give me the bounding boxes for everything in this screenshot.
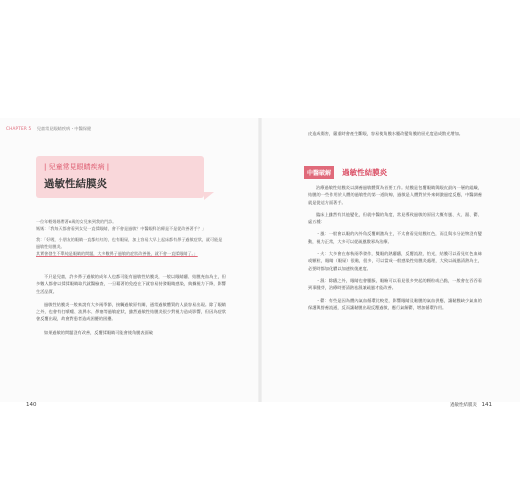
dialog-doctor-b: 其實會發生不單純是眼睛的問題，大多數鼻子過敏的症狀改善後，就不會一直揉眼睛了。」 xyxy=(36,251,198,256)
paragraph: 如果過敏的問題沒有改善，反覆揉眼睛可能會使角膜表面破 xyxy=(44,329,153,335)
dialog-excerpt xyxy=(36,218,226,257)
page-title: 過敏性結膜炎 xyxy=(44,178,107,190)
chapter-label: CHAPTER 5 xyxy=(6,126,32,131)
right-body-continued xyxy=(308,130,480,143)
book-spread xyxy=(0,118,520,402)
section-tag: 中醫破解 xyxy=(304,166,334,179)
section-title: 過敏性結膜炎 xyxy=(342,168,388,177)
page-number: 141 xyxy=(481,402,492,408)
section-heading xyxy=(304,162,388,177)
paragraph: 治療過敏性結膜炎以調養過敏體質為首要工作。結膜是包覆眼睛與眼皮最內一層的組織，結膜的一些作用於人體的過敏性的第一道防線，過敏是人體對於外來刺激過度反應，中醫調養就是從這方面著手。 xyxy=(308,185,482,205)
paragraph: 皮造成傷害，嚴重時會產生斷眼，容易使角膜水腫改變角膜的屈光度造成散光增加。 xyxy=(308,131,463,136)
paragraph: ・火：大多會在春秋兩季發作，雙眼的熱癢癢，反覆流淚，怕光，結膜可以看見紅色血絲或顆粒，眼睛（眼屎）很黏，很多，可以當成一般感染性結膜炎處理，大致以疏風清熱為主，必要時都加化膿以加速恢復速度。 xyxy=(308,251,482,271)
page-number-right xyxy=(450,402,492,408)
right-page xyxy=(260,118,520,402)
paragraph: 臨床上雖然有其他變化，但就中醫的角度，常見導致過敏的原因大概有風、火、濕、鬱、虛五種： xyxy=(308,211,482,225)
section-title-box xyxy=(36,156,204,198)
left-body xyxy=(36,273,226,342)
title-box-tail xyxy=(204,192,214,200)
paragraph: ・濕：除癢之外，眼睛也會腫脹，眼瞼可以看見很多突起的顆粒或凸點，一般會在吞吞看到事腫芽，治療時要清熱祛濕兼疏風才能改善。 xyxy=(308,277,482,291)
chapter-title: 兒童常見眼睛疾病・中醫保健 xyxy=(36,126,92,131)
running-footer-title: 過敏性結膜炎 xyxy=(450,403,478,408)
paragraph: ・風：一般會以眼的內外角反覆刺激為主，不太會看見結膜紅色，而且與水分泌物沒有變動，視力正常，大多可以從疏風散邪為治療。 xyxy=(308,231,482,244)
paragraph: ・鬱：有些是因為體內氣血循環比較差，影響眼睛及黏膜的氣血供應，讓黏膜缺少氣血的保護與營養流通，反而讓黏膜出現反覆過敏，應行氣解鬱，增加循環作用。 xyxy=(308,297,482,310)
page-number-left: 140 xyxy=(26,402,37,408)
title-category-tag: | 兒童常見眼睛疾病 | xyxy=(44,163,110,171)
paragraph: 過敏性結膜炎一般來說有大多兩季節，接觸過敏原有關，通常過敏體質的人最容易出現。除了眼睛之外，也會有打噴嚏、流鼻水、鼻塞等過敏症狀，雖然過敏性結膜炎很少對視力造成影響，但因為症狀會反覆出現，故會對患者造成困擾的困擾。 xyxy=(36,301,226,322)
left-page xyxy=(0,118,260,402)
running-header xyxy=(6,126,91,132)
paragraph: 不只是兒童，許多鼻子過敏的成年人也都可能有過敏性結膜炎，一般以眼睛癢、結膜充血為主，但多數人都會以揉揉眼睛取代就醫檢查，一旦藉著的免疫在下就容易持發眼睛感染，典據視力下降，影響生活品質。 xyxy=(36,274,226,294)
dialog-doctor-a: 我：「好喔，小朋友的眼睛一直都紅紅的，也有眼屎，加上容易大早上起床都有鼻子過敏症狀，就可能是過敏性結膜炎。 xyxy=(36,237,223,249)
dialog-intro: 一位年輕媽媽帶著6歲的女兒來到我的門診。 xyxy=(36,219,117,224)
right-body xyxy=(308,184,482,316)
dialog-mother: 媽媽：「我每天都會看到女兒一直揉眼睛，會不會是過敏？中醫眼科治療是不是從改善著手？」 xyxy=(36,226,206,231)
